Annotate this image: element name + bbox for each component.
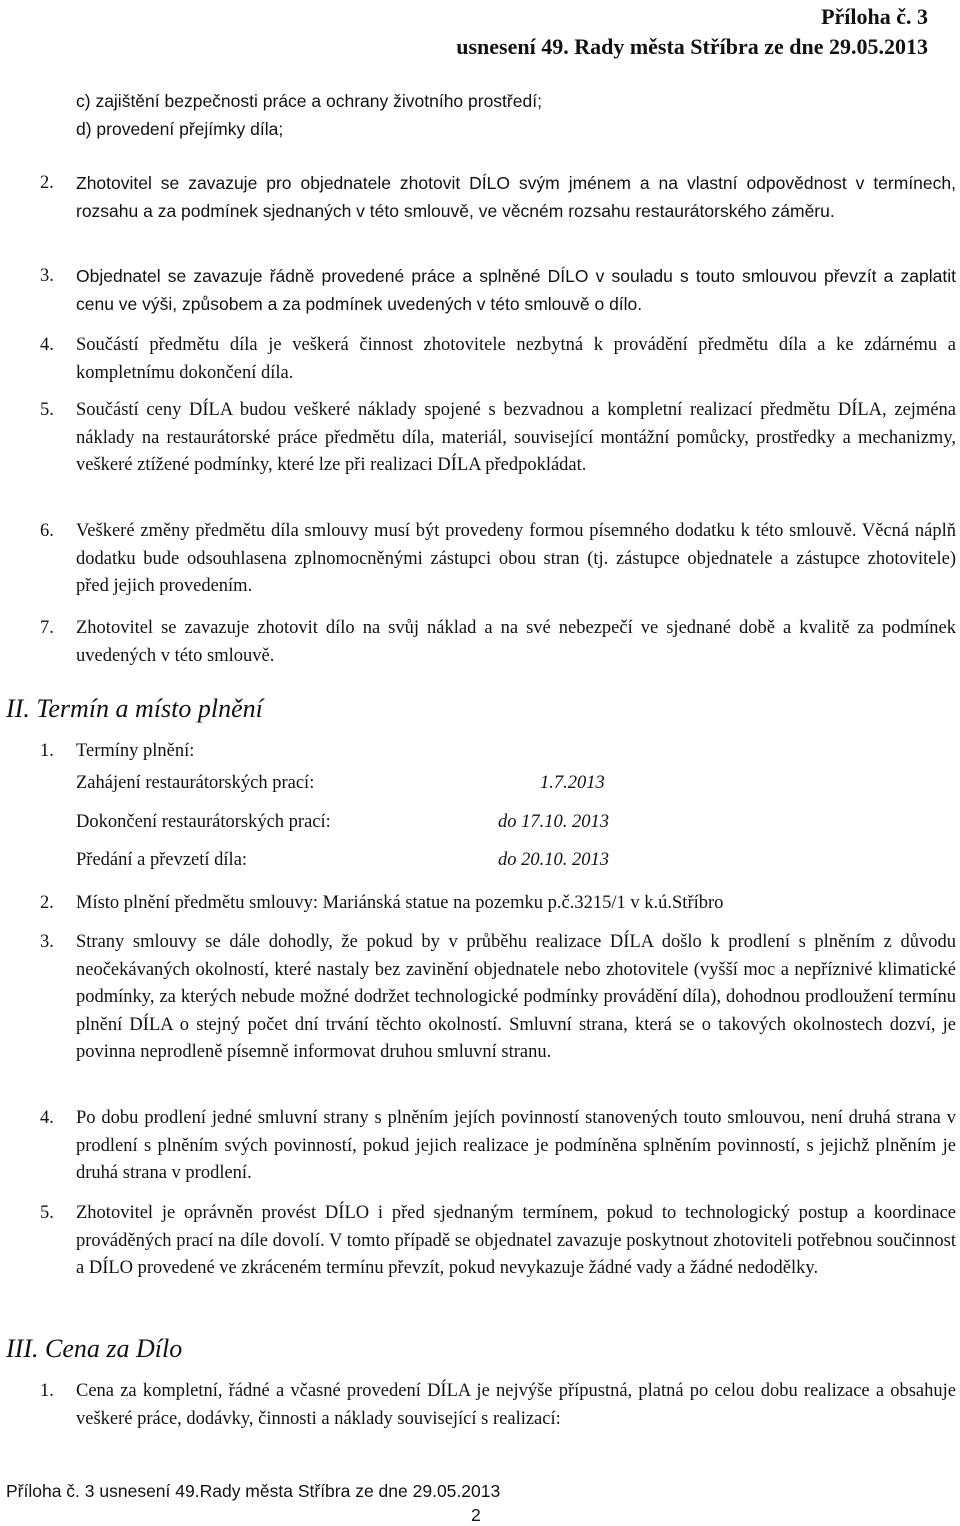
paragraph-number: 4. [40,335,54,355]
section-heading-price: III. Cena za Dílo [6,1334,183,1363]
paragraph-number: 3. [40,266,54,286]
term-start-value: 1.7.2013 [540,773,605,793]
paragraph-3-1 [40,1378,956,1433]
paragraph-number: 7. [40,618,54,638]
section-heading-term: II. Termín a místo plnění [6,694,263,723]
term-handover-label: Předání a převzetí díla: [76,850,248,870]
paragraph-text: Součástí ceny DÍLA budou veškeré náklady spojené s bezvadnou a kompletní realizací předmětu DÍLA, zejména náklady na restaurátorské práce předmětu díla, materiál, související montážní pomůcky, prostředky a mechanizmy, veškeré ztížené podmínky, které lze při realizaci DÍLA předpokládat. [76,400,956,475]
paragraph-text: Zhotovitel se zavazuje zhotovit dílo na svůj náklad a na své nebezpečí ve sjednané době a kvalitě za podmínek uvedených v této smlouvě. [76,618,956,666]
paragraph-number: 5. [40,1203,54,1223]
paragraph-number: 1. [40,1381,54,1401]
paragraph-2-4 [40,1105,956,1188]
page-footer: Příloha č. 3 usnesení 49.Rady města Stříbra ze dne 29.05.2013 [6,1481,501,1501]
term-list-number: 1. [40,741,54,761]
paragraph-2-2 [40,890,956,918]
paragraph-text: Zhotovitel je oprávněn provést DÍLO i před sjednaným termínem, pokud to technologický postup a koordinace prováděných prací na díle dovolí. V tomto případě se objednatel zavazuje poskytnout zhotoviteli potřebnou součinnost a DÍLO provedené ve zkráceném termínu převzít, pokud nevykazuje žádné vady a žádné nedodělky. [76,1203,956,1278]
term-start-label: Zahájení restaurátorských prací: [76,773,315,793]
paragraph-text: Cena za kompletní, řádné a včasné provedení DÍLA je nejvýše přípustná, platná po celou dobu realizace a obsahuje veškeré práce, dodávky, činnosti a náklady související s realizací: [76,1381,956,1429]
paragraph-text: Zhotovitel se zavazuje pro objednatele zhotovit DÍLO svým jménem a na vlastní odpovědnost v termínech, rozsahu a za podmínek sjednaných v této smlouvě, ve věcném rozsahu restaurátorského záměru. [76,173,956,221]
paragraph-1-2 [40,170,956,225]
paragraph-1-5 [40,397,956,480]
intro-line-c: c) zajištění bezpečnosti práce a ochrany životního prostředí; [76,91,542,111]
paragraph-1-4 [40,332,956,387]
paragraph-text: Veškeré změny předmětu díla smlouvy musí být provedeny formou písemného dodatku k této smlouvě. Věcná náplň dodatku bude odsouhlasena zplnomocněnými zástupci obou stran (tj. zástupce objednatele a zástupce zhotovitele) před jejich provedením. [76,521,956,596]
paragraph-number: 4. [40,1108,54,1128]
page-number: 2 [471,1505,481,1525]
paragraph-1-6 [40,518,956,601]
paragraph-number: 6. [40,521,54,541]
paragraph-text: Místo plnění předmětu smlouvy: Mariánská statue na pozemku p.č.3215/1 v k.ú.Stříbro [76,893,724,913]
term-list-label: Termíny plnění: [76,741,195,761]
paragraph-text: Po dobu prodlení jedné smluvní strany s plněním jejích povinností stanovených touto smlouvou, není druhá strana v prodlení s plněním svých povinností, pokud jejich realizace je podmíněna splněním povinností, s jejichž plněním je druhá strana v prodlení. [76,1108,956,1183]
paragraph-number: 2. [40,173,54,193]
term-handover-value: do 20.10. 2013 [498,850,609,870]
paragraph-1-7 [40,615,956,670]
paragraph-number: 5. [40,400,54,420]
paragraph-number: 3. [40,932,54,952]
resolution-title: usnesení 49. Rady města Stříbra ze dne 29.05.2013 [456,34,928,59]
intro-line-d: d) provedení přejímky díla; [76,119,284,139]
paragraph-2-5 [40,1200,956,1283]
paragraph-text: Objednatel se zavazuje řádně provedené práce a splněné DÍLO v souladu s touto smlouvou převzít a zaplatit cenu ve výši, způsobem a za podmínek uvedených v této smlouvě o dílo. [76,266,956,314]
term-finish-label: Dokončení restaurátorských prací: [76,812,331,832]
paragraph-2-3 [40,929,956,1067]
paragraph-text: Strany smlouvy se dále dohodly, že pokud by v průběhu realizace DÍLA došlo k prodlení s plněním z důvodu neočekávaných okolností, které nastaly bez zavinění objednatele nebo zhotovitele (vyšší moc a nepříznivé klimatické podmínky, za kterých nebude možné dodržet technologické podmínky provádění díla), dohodnou prodloužení termínu plnění DÍLA o stejný počet dní trvání těchto okolností. Smluvní strana, která se o takových okolnostech dozví, je povinna neprodleně písemně informovat druhou smluvní stranu. [76,932,956,1062]
term-finish-value: do 17.10. 2013 [498,812,609,832]
paragraph-text: Součástí předmětu díla je veškerá činnost zhotovitele nezbytná k provádění předmětu díla a ke zdárnému a kompletnímu dokončení díla. [76,335,956,383]
paragraph-1-3 [40,263,956,318]
paragraph-number: 2. [40,893,54,913]
annex-title: Příloha č. 3 [821,4,928,29]
